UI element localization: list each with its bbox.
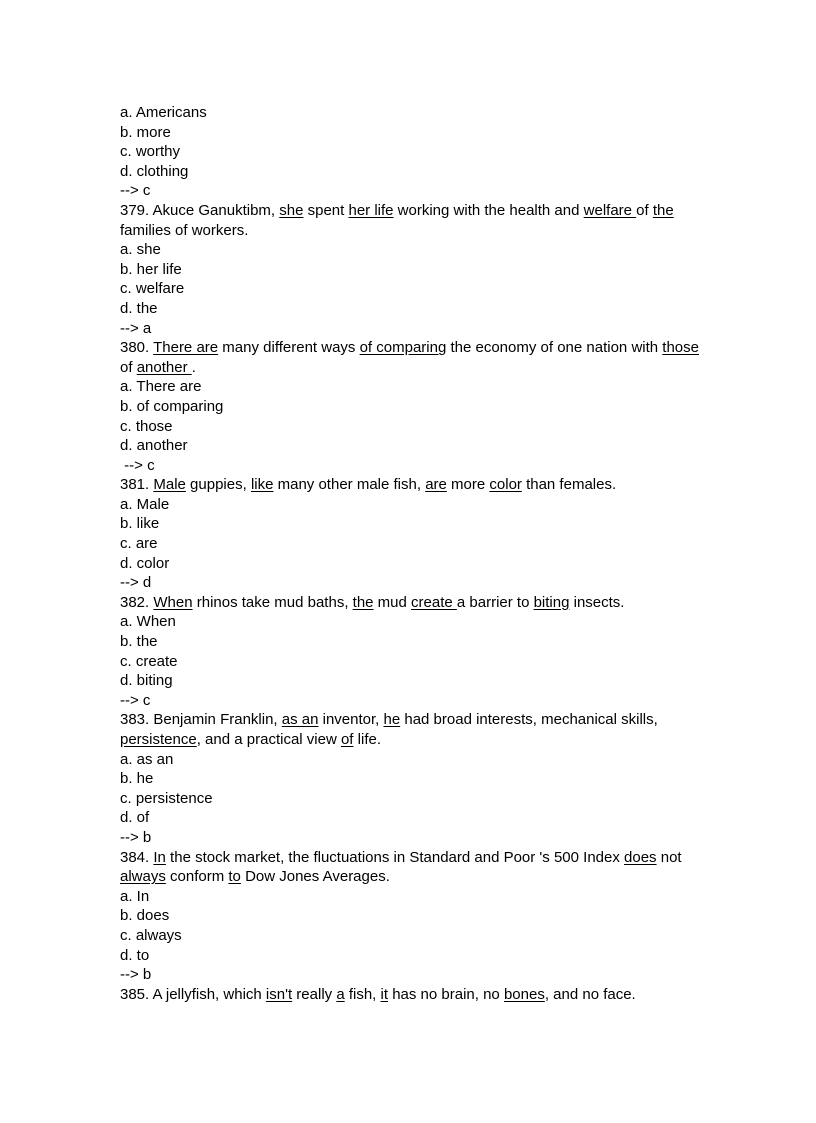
option-c: c. are bbox=[120, 535, 158, 553]
option-b: b. does bbox=[120, 907, 170, 925]
option-b: b. more bbox=[120, 123, 171, 141]
option-a: a. she bbox=[120, 241, 161, 259]
option-c: c. always bbox=[120, 926, 182, 944]
question-stem: 383. Benjamin Franklin, as an inventor, he had broad interests, mechanical skills, persistence, and a practical view of life. bbox=[120, 711, 658, 748]
document-page bbox=[120, 103, 700, 1004]
underlined-segment: persistence bbox=[120, 731, 197, 748]
underlined-segment: are bbox=[425, 476, 447, 494]
underlined-segment: biting bbox=[533, 593, 570, 611]
question-stem: 381. Male guppies, like many other male fish, are more color than females. bbox=[120, 476, 617, 494]
answer-line: --> b bbox=[120, 828, 152, 846]
underlined-segment: the bbox=[652, 201, 674, 219]
underlined-segment: welfare bbox=[583, 201, 637, 219]
underlined-segment: color bbox=[489, 476, 522, 494]
option-a: a. Male bbox=[120, 495, 170, 513]
option-d: d. another bbox=[120, 437, 188, 455]
option-a: a. In bbox=[120, 887, 150, 905]
option-a: a. There are bbox=[120, 378, 202, 396]
option-d: d. color bbox=[120, 554, 170, 572]
question-stem: 382. When rhinos take mud baths, the mud create a barrier to biting insects. bbox=[120, 593, 625, 611]
underlined-segment: the bbox=[352, 593, 374, 611]
underlined-segment: those bbox=[662, 339, 699, 357]
option-d: d. clothing bbox=[120, 162, 189, 180]
question-block-383 bbox=[120, 710, 700, 847]
underlined-segment: There are bbox=[153, 339, 219, 357]
underlined-segment: it bbox=[380, 985, 389, 1003]
underlined-segment: to bbox=[228, 868, 241, 886]
underlined-segment: always bbox=[120, 868, 166, 886]
question-block-382 bbox=[120, 593, 700, 711]
question-block-380 bbox=[120, 338, 700, 475]
option-a: a. When bbox=[120, 613, 176, 631]
option-d: d. to bbox=[120, 946, 150, 964]
question-block-379 bbox=[120, 201, 700, 338]
underlined-segment: as an bbox=[281, 711, 319, 729]
answer-line: --> c bbox=[120, 182, 151, 200]
option-d: d. of bbox=[120, 809, 150, 827]
option-c: c. create bbox=[120, 652, 178, 670]
underlined-segment: he bbox=[383, 711, 401, 729]
question-stem: 380. There are many different ways of comparing the economy of one nation with those of another . bbox=[120, 339, 699, 376]
option-d: d. biting bbox=[120, 672, 173, 690]
option-c: c. worthy bbox=[120, 143, 181, 161]
question-stem: 379. Akuce Ganuktibm, she spent her life working with the health and welfare of the families of workers. bbox=[120, 201, 674, 239]
option-b: b. of comparing bbox=[120, 397, 224, 415]
underlined-segment: of comparing bbox=[359, 339, 447, 357]
question-stem: 385. A jellyfish, which isn't really a fish, it has no brain, no bones, and no face. bbox=[120, 985, 636, 1003]
question-block-381 bbox=[120, 475, 700, 593]
answer-line: --> c bbox=[120, 456, 155, 474]
question-block-385 bbox=[120, 985, 700, 1005]
question-stem: 384. In the stock market, the fluctuations in Standard and Poor 's 500 Index does not always conform to Dow Jones Averages. bbox=[120, 848, 682, 886]
option-b: b. like bbox=[120, 515, 160, 533]
underlined-segment: create bbox=[411, 593, 457, 611]
answer-line: --> b bbox=[120, 966, 152, 984]
question-block-384 bbox=[120, 848, 700, 985]
option-d: d. the bbox=[120, 299, 158, 317]
option-a: a. as an bbox=[120, 750, 174, 768]
answer-line: --> c bbox=[120, 691, 151, 709]
answer-line: --> a bbox=[120, 319, 152, 337]
option-c: c. welfare bbox=[120, 280, 185, 298]
underlined-segment: another bbox=[136, 358, 192, 376]
option-b: b. her life bbox=[120, 260, 182, 278]
option-a: a. Americans bbox=[120, 104, 207, 121]
question-block-prev bbox=[120, 103, 700, 201]
underlined-segment: her life bbox=[348, 201, 394, 219]
underlined-segment: she bbox=[279, 201, 304, 219]
option-b: b. the bbox=[120, 633, 158, 651]
underlined-segment: like bbox=[250, 476, 274, 494]
underlined-segment: isn't bbox=[265, 985, 293, 1003]
underlined-segment: of bbox=[340, 731, 354, 748]
underlined-segment: a bbox=[336, 985, 345, 1003]
underlined-segment: Male bbox=[153, 476, 186, 494]
option-c: c. those bbox=[120, 417, 173, 435]
option-c: c. persistence bbox=[120, 789, 213, 807]
underlined-segment: does bbox=[624, 848, 657, 866]
underlined-segment: bones bbox=[503, 985, 545, 1003]
option-b: b. he bbox=[120, 770, 154, 788]
underlined-segment: In bbox=[153, 848, 166, 866]
underlined-segment: When bbox=[153, 593, 193, 611]
answer-line: --> d bbox=[120, 574, 152, 592]
